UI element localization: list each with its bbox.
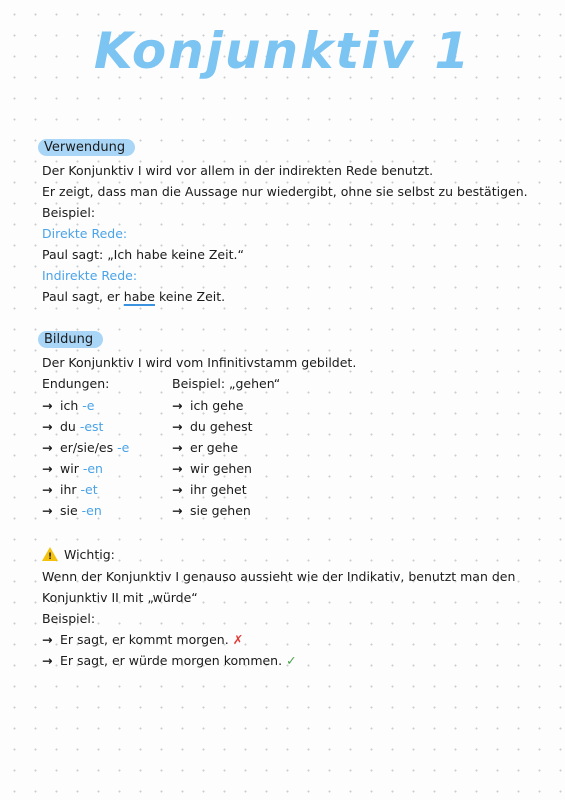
indirekte-rede-example xyxy=(42,289,225,305)
arrow-icon: → xyxy=(42,632,53,647)
ending-row xyxy=(42,503,102,518)
cross-icon: ✗ xyxy=(232,632,244,647)
example-row xyxy=(172,419,252,434)
pronoun: ihr xyxy=(60,482,81,497)
heading-bildung: Bildung xyxy=(38,331,103,348)
arrow-icon: → xyxy=(172,419,183,434)
example-row xyxy=(172,440,238,455)
arrow-icon: → xyxy=(42,653,53,668)
page-title: Konjunktiv 1 xyxy=(93,22,472,80)
example-form: du gehest xyxy=(190,419,253,434)
arrow-icon: → xyxy=(172,482,183,497)
wichtig-example-wrong xyxy=(42,632,243,648)
verwendung-beispiel-label: Beispiel: xyxy=(42,205,96,220)
ending-row xyxy=(42,419,103,434)
ending: -e xyxy=(117,440,130,455)
ending-row xyxy=(42,440,129,455)
indirekte-rede-label: Indirekte Rede: xyxy=(42,268,138,283)
wichtig-label: Wichtig: xyxy=(64,547,115,562)
example-text: Er sagt, er würde morgen kommen. xyxy=(60,653,283,668)
ending-row xyxy=(42,398,94,413)
ending: -en xyxy=(82,461,103,476)
check-icon: ✓ xyxy=(286,653,297,668)
arrow-icon: → xyxy=(172,440,183,455)
beispiel-gehen-label: Beispiel: „gehen“ xyxy=(172,376,281,391)
endungen-label: Endungen: xyxy=(42,376,110,391)
example-row xyxy=(172,503,251,518)
arrow-icon: → xyxy=(42,461,53,476)
arrow-icon: → xyxy=(42,440,53,455)
ending: -en xyxy=(81,503,102,518)
arrow-icon: → xyxy=(172,503,183,518)
example-form: sie gehen xyxy=(190,503,251,518)
pronoun: du xyxy=(60,419,80,434)
arrow-icon: → xyxy=(42,419,53,434)
example-form: wir gehen xyxy=(190,461,252,476)
ending: -est xyxy=(79,419,104,434)
wichtig-line-2: Konjunktiv II mit „würde“ xyxy=(42,590,198,605)
verwendung-line-1: Der Konjunktiv I wird vor allem in der indirekten Rede benutzt. xyxy=(42,163,434,178)
example-text: Er sagt, er kommt morgen. xyxy=(60,632,229,647)
pronoun: sie xyxy=(60,503,82,518)
example-row xyxy=(172,398,243,413)
pronoun: wir xyxy=(60,461,83,476)
indirekte-rede-after: keine Zeit. xyxy=(154,289,226,304)
wichtig-heading xyxy=(42,545,115,563)
arrow-icon: → xyxy=(172,398,183,413)
arrow-icon: → xyxy=(42,482,53,497)
direkte-rede-label: Direkte Rede: xyxy=(42,226,128,241)
example-row xyxy=(172,482,247,497)
ending-row xyxy=(42,482,98,497)
verwendung-line-2: Er zeigt, dass man die Aussage nur wiedergibt, ohne sie selbst zu bestätigen. xyxy=(42,184,528,199)
heading-verwendung: Verwendung xyxy=(38,139,135,156)
ending: -et xyxy=(80,482,98,497)
ending: -e xyxy=(82,398,95,413)
ending-row xyxy=(42,461,103,476)
arrow-icon: → xyxy=(172,461,183,476)
indirekte-rede-verb: habe xyxy=(123,289,155,304)
pronoun: er/sie/es xyxy=(60,440,118,455)
bildung-intro: Der Konjunktiv I wird vom Infinitivstamm gebildet. xyxy=(42,355,357,370)
wichtig-example-right xyxy=(42,653,297,669)
indirekte-rede-before: Paul sagt, er xyxy=(42,289,124,304)
warning-icon xyxy=(42,547,58,561)
arrow-icon: → xyxy=(42,398,53,413)
arrow-icon: → xyxy=(42,503,53,518)
example-row xyxy=(172,461,252,476)
direkte-rede-example: Paul sagt: „Ich habe keine Zeit.“ xyxy=(42,247,244,262)
example-form: er gehe xyxy=(190,440,239,455)
example-form: ihr gehet xyxy=(190,482,247,497)
example-form: ich gehe xyxy=(190,398,244,413)
pronoun: ich xyxy=(60,398,83,413)
wichtig-line-1: Wenn der Konjunktiv I genauso aussieht wie der Indikativ, benutzt man den xyxy=(42,569,516,584)
wichtig-beispiel-label: Beispiel: xyxy=(42,611,96,626)
